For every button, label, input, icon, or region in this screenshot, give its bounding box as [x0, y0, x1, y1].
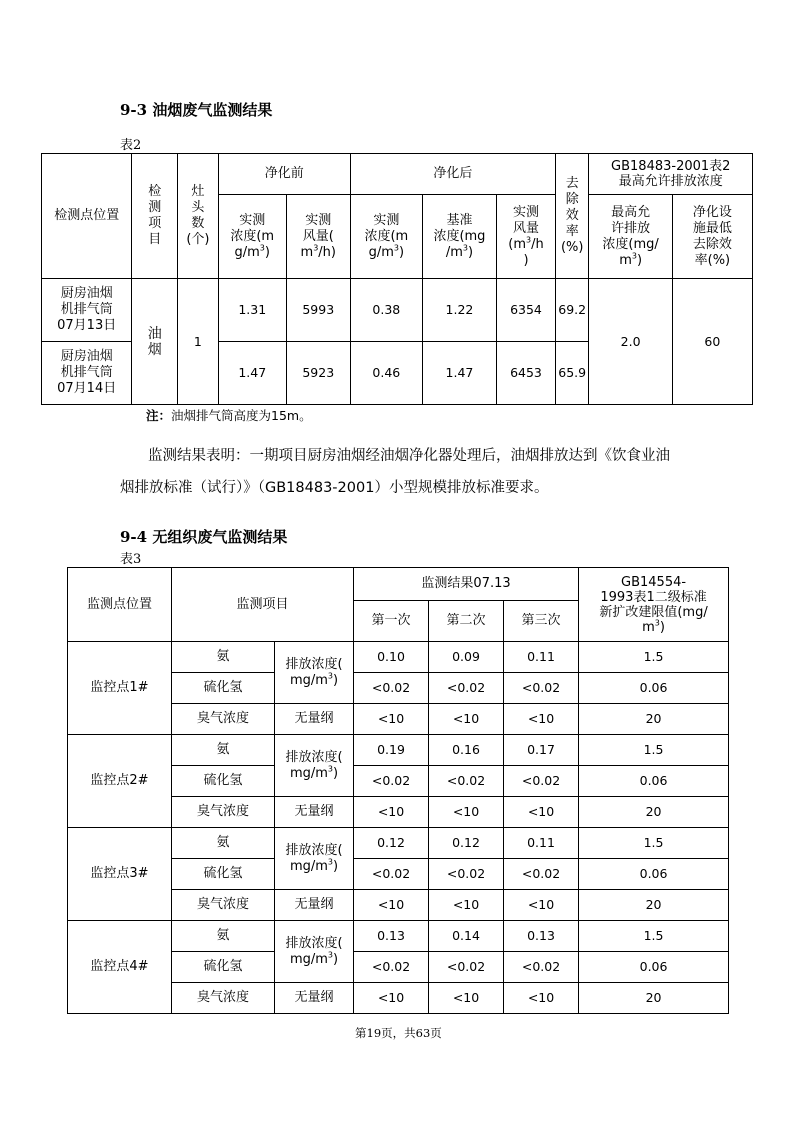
pollutant-name: 臭气浓度 — [172, 704, 275, 735]
result-value: 0.13 — [354, 921, 429, 952]
pollutant-name: 臭气浓度 — [172, 890, 275, 921]
monitor-point: 监控点1# — [68, 642, 172, 735]
limit-value: 0.06 — [579, 673, 729, 704]
result-value: <0.02 — [504, 673, 579, 704]
limit-value: 1.5 — [579, 828, 729, 859]
cell-removal: 65.9 — [555, 342, 589, 405]
table-row — [68, 921, 729, 952]
result-value: <0.02 — [354, 952, 429, 983]
cell-after-conc: 0.38 — [350, 279, 422, 342]
t3-header-location: 监测点位置 — [68, 568, 172, 642]
fugitive-gas-table — [67, 567, 729, 1014]
limit-value: 20 — [579, 983, 729, 1014]
conclusion-paragraph: 监测结果表明：一期项目厨房油烟经油烟净化器处理后，油烟排放达到《饮食业油烟排放标准（试行）》（GB18483-2001）小型规模排放标准要求。 — [120, 448, 670, 496]
result-value: 0.09 — [429, 642, 504, 673]
table-row — [68, 828, 729, 859]
limit-value: 1.5 — [579, 921, 729, 952]
cell-after-flow: 6354 — [497, 279, 556, 342]
result-value: 0.16 — [429, 735, 504, 766]
header-location: 检测点位置 — [42, 154, 132, 279]
limit-value: 1.5 — [579, 642, 729, 673]
result-value: <0.02 — [354, 859, 429, 890]
limit-value: 20 — [579, 704, 729, 735]
result-value: <10 — [354, 890, 429, 921]
unit-cell: 无量纲 — [275, 797, 354, 828]
header-stoves: 灶 头 数 (个) — [178, 154, 219, 279]
max-conc-value: 2.0 — [589, 279, 672, 405]
note-text: 油烟排气筒高度为15m。 — [171, 408, 312, 423]
header-after-conc: 实测 浓度(m $g/m^3$) — [350, 195, 422, 279]
cell-after-flow: 6453 — [497, 342, 556, 405]
cell-before-flow: 5923 — [286, 342, 350, 405]
result-value: <10 — [354, 797, 429, 828]
cell-after-base: 1.22 — [422, 279, 496, 342]
item-oil-fume: 油 烟 — [132, 279, 178, 405]
table-row — [68, 735, 729, 766]
header-before-conc: 实测 浓度(m $g/m^3$) — [218, 195, 286, 279]
min-eff-value: 60 — [672, 279, 752, 405]
header-max-conc: 最高允 许排放 浓度(mg/ $m^3$) — [589, 195, 672, 279]
page-footer: 第19页，共63页 — [355, 1026, 442, 1040]
header-removal: 去 除 效 率 (%) — [555, 154, 589, 279]
cell-after-base: 1.47 — [422, 342, 496, 405]
limit-value: 1.5 — [579, 735, 729, 766]
header-min-eff: 净化设 施最低 去除效 率(%) — [672, 195, 752, 279]
result-value: <10 — [429, 983, 504, 1014]
header-after-base: 基准 浓度(mg $/m^3$) — [422, 195, 496, 279]
result-value: 0.10 — [354, 642, 429, 673]
pollutant-name: 硫化氢 — [172, 766, 275, 797]
table-note — [146, 406, 312, 424]
cell-removal: 69.2 — [555, 279, 589, 342]
t3-header-item: 监测项目 — [172, 568, 354, 642]
cell-after-conc: 0.46 — [350, 342, 422, 405]
pollutant-name: 硫化氢 — [172, 859, 275, 890]
pollutant-name: 氨 — [172, 828, 275, 859]
cell-before-flow: 5993 — [286, 279, 350, 342]
unit-cell: 无量纲 — [275, 983, 354, 1014]
limit-value: 20 — [579, 797, 729, 828]
result-value: <0.02 — [504, 766, 579, 797]
table-label-3: 表3 — [120, 552, 142, 567]
header-standard: GB18483-2001表2 最高允许排放浓度 — [589, 154, 753, 195]
unit-cell: 排放浓度( $mg/m^3$) — [275, 828, 354, 890]
stoves-value: 1 — [178, 279, 219, 405]
result-value: 0.14 — [429, 921, 504, 952]
result-value: <0.02 — [429, 952, 504, 983]
result-value: <0.02 — [429, 766, 504, 797]
header-item: 检 测 项 目 — [132, 154, 178, 279]
header-after-flow: 实测 风量 ($m^3/h$ ) — [497, 195, 556, 279]
section-title-oil-fume: 9-3 油烟废气监测结果 — [120, 101, 273, 119]
result-value: <10 — [504, 890, 579, 921]
pollutant-name: 硫化氢 — [172, 673, 275, 704]
pollutant-name: 臭气浓度 — [172, 797, 275, 828]
t3-header-second: 第二次 — [429, 601, 504, 642]
header-after: 净化后 — [350, 154, 555, 195]
result-value: <0.02 — [504, 859, 579, 890]
unit-cell: 排放浓度( $mg/m^3$) — [275, 642, 354, 704]
pollutant-name: 臭气浓度 — [172, 983, 275, 1014]
result-value: <0.02 — [429, 859, 504, 890]
unit-cell: 排放浓度( $mg/m^3$) — [275, 921, 354, 983]
cell-before-conc: 1.47 — [218, 342, 286, 405]
result-value: <10 — [429, 797, 504, 828]
pollutant-name: 硫化氢 — [172, 952, 275, 983]
monitor-point: 监控点4# — [68, 921, 172, 1014]
oil-fume-table — [41, 153, 753, 405]
unit-cell: 无量纲 — [275, 890, 354, 921]
result-value: 0.11 — [504, 642, 579, 673]
t3-header-results: 监测结果07.13 — [354, 568, 579, 601]
unit-cell: 排放浓度( $mg/m^3$) — [275, 735, 354, 797]
result-value: 0.17 — [504, 735, 579, 766]
pollutant-name: 氨 — [172, 642, 275, 673]
result-value: <0.02 — [504, 952, 579, 983]
limit-value: 0.06 — [579, 766, 729, 797]
result-value: <10 — [429, 890, 504, 921]
section-title-fugitive: 9-4 无组织废气监测结果 — [120, 528, 288, 546]
table-label-2: 表2 — [120, 138, 142, 153]
header-before: 净化前 — [218, 154, 350, 195]
cell-before-conc: 1.31 — [218, 279, 286, 342]
t3-header-first: 第一次 — [354, 601, 429, 642]
result-value: <0.02 — [354, 673, 429, 704]
header-before-flow: 实测 风量( $m^3/h$) — [286, 195, 350, 279]
note-label: 注： — [146, 408, 172, 423]
monitor-point: 监控点3# — [68, 828, 172, 921]
pollutant-name: 氨 — [172, 921, 275, 952]
result-value: <10 — [504, 797, 579, 828]
result-value: <10 — [504, 983, 579, 1014]
result-value: <0.02 — [429, 673, 504, 704]
result-value: 0.12 — [429, 828, 504, 859]
row-location: 厨房油烟 机排气筒 07月14日 — [42, 342, 132, 405]
t3-header-third: 第三次 — [504, 601, 579, 642]
pollutant-name: 氨 — [172, 735, 275, 766]
result-value: <10 — [354, 983, 429, 1014]
result-value: 0.12 — [354, 828, 429, 859]
result-value: <0.02 — [354, 766, 429, 797]
table-row — [68, 642, 729, 673]
result-value: 0.19 — [354, 735, 429, 766]
limit-value: 20 — [579, 890, 729, 921]
row-location: 厨房油烟 机排气筒 07月13日 — [42, 279, 132, 342]
result-value: <10 — [504, 704, 579, 735]
result-value: <10 — [354, 704, 429, 735]
monitor-point: 监控点2# — [68, 735, 172, 828]
t3-header-standard: GB14554- 1993表1二级标准 新扩改建限值(mg/ $m^3$) — [579, 568, 729, 642]
unit-cell: 无量纲 — [275, 704, 354, 735]
result-value: <10 — [429, 704, 504, 735]
limit-value: 0.06 — [579, 952, 729, 983]
result-value: 0.11 — [504, 828, 579, 859]
limit-value: 0.06 — [579, 859, 729, 890]
result-value: 0.13 — [504, 921, 579, 952]
